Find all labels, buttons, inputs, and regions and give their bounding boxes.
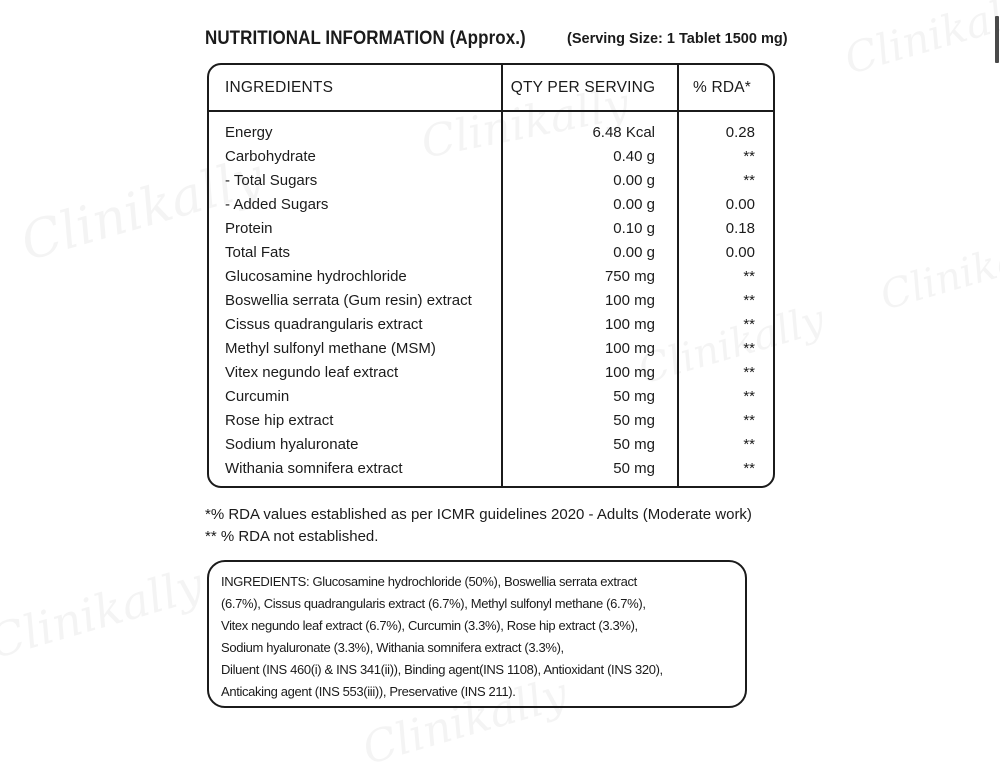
ingredient-rda: ** <box>743 411 755 429</box>
header-ingredients: INGREDIENTS <box>225 78 334 96</box>
table-row <box>209 336 773 360</box>
ingredient-name: Sodium hyaluronate <box>225 435 359 453</box>
table-row <box>209 456 773 480</box>
table-header-row <box>209 65 773 112</box>
ingredient-name: Curcumin <box>225 387 290 405</box>
footnotes <box>205 504 752 548</box>
ingredient-name: Vitex negundo leaf extract <box>225 363 399 381</box>
watermark-text <box>839 0 1000 84</box>
ingredient-name: Total Fats <box>225 243 291 261</box>
nutrition-table <box>207 63 775 488</box>
table-row <box>209 120 773 144</box>
ingredients-box-line: INGREDIENTS: Glucosamine hydrochloride (50%), Boswellia serrata extract <box>221 574 637 589</box>
watermark-text <box>0 557 209 669</box>
ingredient-name: Protein <box>225 219 273 237</box>
table-row <box>209 168 773 192</box>
ingredients-box-line: Vitex negundo leaf extract (6.7%), Curcumin (3.3%), Rose hip extract (3.3%), <box>221 618 638 633</box>
ingredient-rda: ** <box>743 459 755 477</box>
column-divider <box>501 65 503 486</box>
ingredient-rda: 0.00 <box>725 195 755 213</box>
table-row <box>209 192 773 216</box>
ingredient-qty: 100 mg <box>604 363 655 381</box>
ingredients-box-line: Anticaking agent (INS 553(iii)), Preservative (INS 211). <box>221 684 516 699</box>
ingredient-qty: 50 mg <box>613 387 655 405</box>
ingredient-name: Withania somnifera extract <box>225 459 403 477</box>
table-row <box>209 360 773 384</box>
ingredient-qty: 100 mg <box>604 339 655 357</box>
ingredient-qty: 6.48 Kcal <box>592 123 655 141</box>
ingredient-name: Glucosamine hydrochloride <box>225 267 407 285</box>
ingredient-rda: ** <box>743 291 755 309</box>
ingredient-qty: 50 mg <box>613 459 655 477</box>
ingredient-rda: ** <box>743 267 755 285</box>
ingredients-box-line: Diluent (INS 460(i) & INS 341(ii)), Binding agent(INS 1108), Antioxidant (INS 320), <box>221 662 663 677</box>
table-body <box>209 112 773 486</box>
ingredient-name: Boswellia serrata (Gum resin) extract <box>225 291 472 309</box>
ingredient-qty: 0.00 g <box>613 243 655 261</box>
column-divider <box>677 65 679 486</box>
ingredient-name: - Added Sugars <box>225 195 329 213</box>
table-row <box>209 408 773 432</box>
table-row <box>209 384 773 408</box>
ingredient-rda: 0.18 <box>725 219 755 237</box>
watermark-text <box>875 223 1000 320</box>
header-percent-rda: % RDA* <box>692 78 752 96</box>
table-row <box>209 264 773 288</box>
table-row <box>209 240 773 264</box>
ingredient-rda: ** <box>743 387 755 405</box>
ingredient-name: Energy <box>225 123 273 141</box>
ingredient-name: Carbohydrate <box>225 147 316 165</box>
ingredient-qty: 100 mg <box>604 291 655 309</box>
ingredient-qty: 0.40 g <box>613 147 655 165</box>
ingredient-name: Cissus quadrangularis extract <box>225 315 423 333</box>
ingredient-qty: 0.00 g <box>613 195 655 213</box>
ingredients-box-line: Sodium hyaluronate (3.3%), Withania somnifera extract (3.3%), <box>221 640 564 655</box>
ingredient-rda: ** <box>743 339 755 357</box>
ingredient-rda: 0.00 <box>725 243 755 261</box>
ingredient-qty: 750 mg <box>604 267 655 285</box>
page-title: NUTRITIONAL INFORMATION (Approx.) <box>205 27 526 49</box>
header-qty-per-serving: QTY PER SERVING <box>510 78 656 96</box>
ingredient-rda: ** <box>743 315 755 333</box>
photo-edge-artifact <box>995 16 999 63</box>
footnote-rda-not-established: ** % RDA not established. <box>205 528 379 545</box>
ingredient-rda: ** <box>743 435 755 453</box>
ingredient-rda: ** <box>743 171 755 189</box>
ingredient-qty: 0.10 g <box>613 219 655 237</box>
ingredient-rda: ** <box>743 147 755 165</box>
footnote-rda-source: *% RDA values established as per ICMR guidelines 2020 - Adults (Moderate work) <box>205 506 752 523</box>
ingredients-box <box>207 560 747 708</box>
ingredient-name: Methyl sulfonyl methane (MSM) <box>225 339 436 357</box>
ingredients-box-line: (6.7%), Cissus quadrangularis extract (6.7%), Methyl sulfonyl methane (6.7%), <box>221 596 646 611</box>
ingredient-qty: 50 mg <box>613 411 655 429</box>
ingredient-rda: 0.28 <box>725 123 755 141</box>
ingredient-name: Rose hip extract <box>225 411 334 429</box>
ingredient-name: - Total Sugars <box>225 171 318 189</box>
table-row <box>209 288 773 312</box>
ingredient-qty: 50 mg <box>613 435 655 453</box>
ingredient-qty: 0.00 g <box>613 171 655 189</box>
ingredient-rda: ** <box>743 363 755 381</box>
ingredient-qty: 100 mg <box>604 315 655 333</box>
table-row <box>209 216 773 240</box>
table-row <box>209 144 773 168</box>
table-row <box>209 312 773 336</box>
serving-size-label: (Serving Size: 1 Tablet 1500 mg) <box>567 31 788 47</box>
table-row <box>209 432 773 456</box>
